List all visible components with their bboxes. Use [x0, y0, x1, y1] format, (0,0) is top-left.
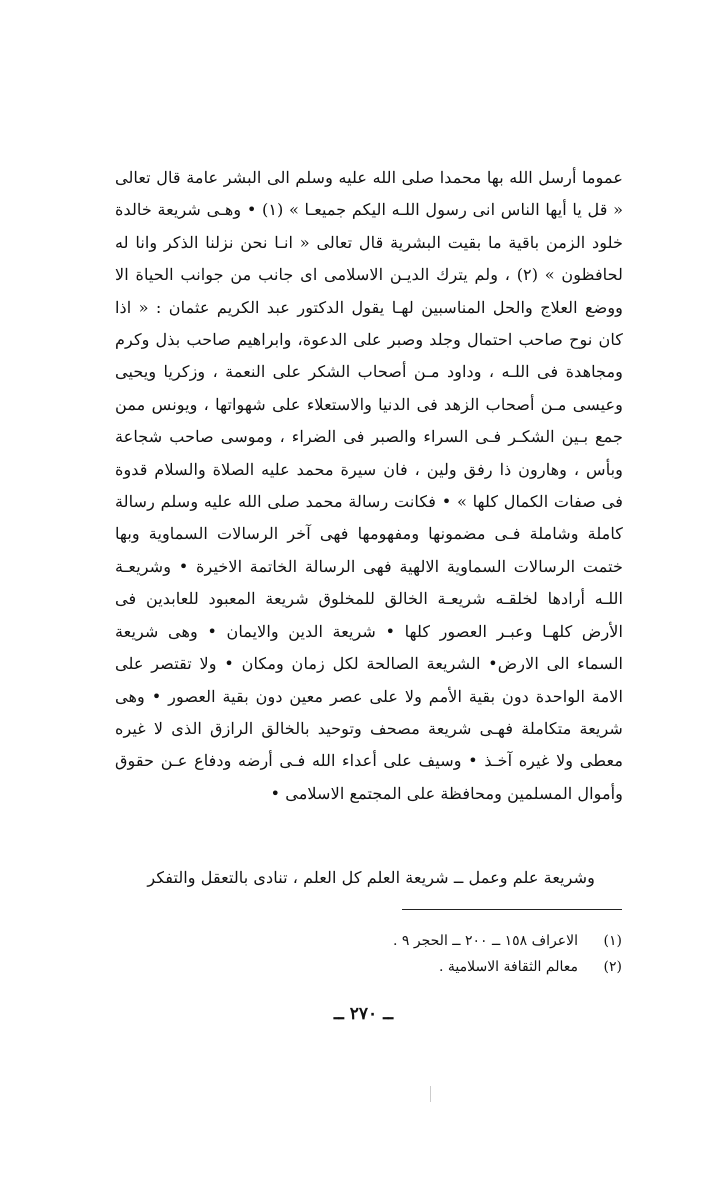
footnote-item: [250, 954, 622, 980]
main-paragraph: عموما أرسل الله بها محمدا صلى الله عليه وسلم الى البشر عامة قال تعالى « قل يا أيها الناس انى رسول اللـه اليكم جميعـا » (١) • وهـى شريعة خالدة خلود الزمن باقية ما بقيت البشرية قال تعالى « انـا نحن نزلنا الذكر وانا له لحافظون » (٢) ، ولم يترك الديـن الاسلامى اى جانب من جوانب الحياة الا ووضع العلاج والحل المناسبين لهـا يقول الدكتور عبد الكريم عثمان : « اذا كان نوح صاحب احتمال وجلد وصبر على الدعوة، وابراهيم صاحب بذل وكرم ومجاهدة فى اللـه ، وداود مـن أصحاب الشكر على النعمة ، وزكريا ويحيى وعيسى مـن أصحاب الزهد فى الدنيا والاستعلاء على شهواتها ، ويونس ممن جمع بـين الشكـر فـى السراء والصبر فى الضراء ، وموسى صاحب شجاعة وبأس ، وهارون ذا رفق ولين ، فان سيرة محمد عليه الصلاة والسلام قدوة فى صفات الكمال كلها » • فكانت رسالة محمد صلى الله عليه وسلم رسالة كاملة وشاملة فـى مضمونها ومفهومها فهى آخر الرسالات السماوية وبها ختمت الرسالات السماوية الالهية فهى الرسالة الخاتمة الاخيرة • وشريعـة اللـه أرادها لخلقـه شريعـة الخالق للمخلوق شريعة المعبود للعابدين فى الأرض كلهـا وعبـر العصور كلها • شريعة الدين والايمان • وهى شريعة السماء الى الارض• الشريعة الصالحة لكل زمان ومكان • ولا تقتصر على الامة الواحدة دون بقية الأمم ولا على عصر معين دون بقية العصور • وهى شريعة متكاملة فهـى شريعة مصحف وتوحيد بالخالق الرازق الذى لا غيره معطى ولا غيره آخـذ • وسيف على أعداء الله فـى أرضه ودفاع عـن حقوق وأموال المسلمين ومحافظة على المجتمع الاسلامى •: [115, 168, 623, 803]
footnote-item: [250, 928, 622, 954]
footnote-divider: [402, 909, 622, 910]
footnote-text: الاعراف ١٥٨ ــ ٢٠٠ ــ الحجر ٩ .: [393, 933, 578, 949]
scan-mark: [430, 1086, 431, 1102]
footnotes-list: [250, 928, 622, 980]
footnote-number: (٢): [603, 959, 622, 975]
page-number: ــ ٢٧٠ ــ: [333, 1004, 394, 1024]
continuation-paragraph: وشريعة علم وعمل ــ شريعة العلم كل العلم ، تنادى بالتعقل والتفكر: [147, 868, 595, 887]
footnote-number: (١): [603, 933, 622, 949]
footnote-text: معالم الثقافة الاسلامية .: [438, 959, 578, 975]
